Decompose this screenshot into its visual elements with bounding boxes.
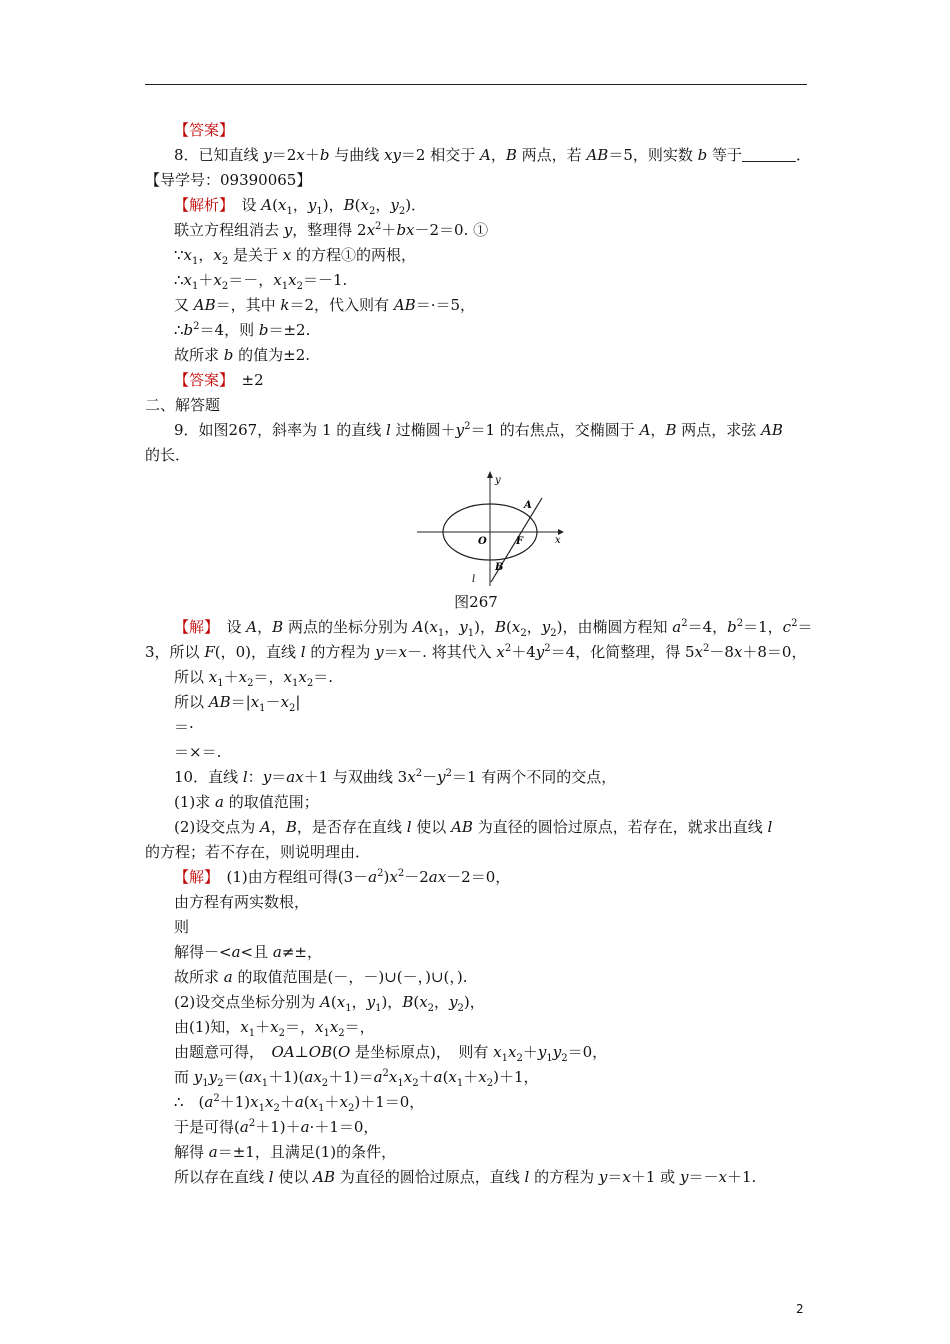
point-b-label: B	[495, 562, 504, 573]
solution-9-line-4: 所以 $AB=|x_1-x_2|$	[174, 693, 301, 714]
problem-9-line-2: 的长．	[145, 446, 191, 464]
origin-label: O	[478, 536, 487, 547]
analysis-line-5: 又 AB＝，其中 k＝2，代入则有 AB＝·＝5，	[174, 296, 475, 314]
solution-10-line-5: 故所求 a 的取值范围是(－，－)∪(－，)∪(，).	[174, 968, 468, 986]
figure-267	[145, 468, 807, 588]
line-l-label: l	[472, 574, 476, 585]
figure-caption: 图267	[454, 593, 498, 611]
point-a-label: A	[524, 500, 532, 511]
problem-8: 8．已知直线 y＝2x＋b 与曲线 xy＝2 相交于 A，B 两点，若 AB＝5，则实数 b 等于 ．	[174, 146, 812, 164]
page-body	[145, 118, 813, 1190]
solution-10-line-11: 于是可得$(a^2+1)+a\cdot+1=0$，	[174, 1118, 379, 1136]
solution-10-line-4: 解得－<a<且 a≠±，	[174, 943, 322, 961]
solution-label-9: 【解】	[174, 618, 212, 636]
page-number: 2	[796, 1302, 804, 1316]
solution-10-line-12: 解得 a＝±1，且满足(1)的条件，	[174, 1143, 397, 1161]
solution-10-line-6: (2)设交点坐标分别为 $A(x_1$，$y_1$)，$B(x_2$，$y_2$)，	[174, 993, 485, 1014]
x-axis-label: x	[555, 535, 561, 546]
analysis-line-1: 【解析】 设 $A(x_1$，$y_1$)，$B(x_2$，$y_2$)．	[174, 196, 427, 217]
problem-10-line-1: 10．直线 l：y＝ax＋1 与双曲线 $3x^2-y^2=1$ 有两个不同的交点，	[174, 768, 617, 786]
analysis-line-3: $\because x_1$，$x_2$ 是关于 x 的方程①的两根，	[174, 246, 417, 267]
problem-9-line-1: 9．如图267，斜率为 1 的直线 l 过椭圆$+y^2=1$ 的右焦点，交椭圆于 A，B 两点，求弦 AB	[174, 421, 783, 439]
guide-number: 【导学号：09390065】	[145, 171, 312, 189]
solution-10-line-9: 而 $y_1y_2=(ax_1+1)(ax_2+1)=a^2x_1x_2+a(x_1+x_2)+1$，	[174, 1068, 539, 1089]
solution-10-line-2: 由方程有两实数根，	[174, 893, 310, 911]
problem-10-line-2: (1)求 a 的取值范围；	[174, 793, 319, 811]
solution-9-line-3: 所以 $x_1+x_2=$，$x_1x_2=$.	[174, 668, 333, 689]
answer-8	[145, 368, 807, 393]
solution-10-line-7: 由(1)知，$x_1+x_2=$，$x_1x_2=$，	[174, 1018, 375, 1039]
answer-label-8: 【答案】	[174, 371, 227, 389]
analysis-line-4: $\therefore x_1+x_2=-$，$x_1x_2=-1$.	[174, 271, 348, 292]
solution-label-10: 【解】	[174, 868, 212, 886]
solution-10-line-13: 所以存在直线 l 使以 AB 为直径的圆恰过原点，直线 l 的方程为 y＝x＋1 或 y＝－x＋1.	[174, 1168, 757, 1186]
solution-9-line-5: ＝·	[174, 718, 194, 736]
y-axis-label: y	[495, 475, 501, 486]
answer-label-7: 【答案】	[174, 121, 235, 139]
analysis-line-6: $\therefore b^2=4$，则 b＝±2.	[174, 321, 311, 339]
problem-10-line-3: (2)设交点为 A，B，是否存在直线 l 使以 AB 为直径的圆恰过原点，若存在，就求出直线 l	[174, 818, 773, 836]
focus-label: F	[516, 536, 524, 547]
problem-10-line-4: 的方程；若不存在，则说明理由．	[145, 843, 371, 861]
solution-9-line-1: 【解】 设 A，B 两点的坐标分别为 $A(x_1$，$y_1$)，$B(x_2$，$y_2$)，由椭圆方程知 $a^2=4$，$b^2=1$，$c^2=$	[174, 618, 813, 639]
solution-9-line-6: ＝×＝.	[174, 743, 222, 761]
solution-9-line-2: 3，所以 F(，0)，直线 l 的方程为 y＝x－. 将其代入 $x^2+4y^2=4$，化简整理，得 $5x^2-8x+8=0$，	[145, 643, 807, 661]
analysis-label: 【解析】	[174, 196, 227, 214]
analysis-line-7: 故所求 b 的值为±2.	[174, 346, 311, 364]
analysis-line-2: 联立方程组消去 y，整理得 $2x^2+bx-2=0$. ①	[174, 221, 489, 239]
section-title: 二、解答题	[145, 396, 221, 414]
header-rule	[145, 84, 807, 85]
solution-10-line-3: 则	[174, 918, 190, 936]
solution-10-line-8: 由题意可得， OA⊥OB(O 是坐标原点)， 则有 $x_1x_2+y_1y_2=0$，	[174, 1043, 608, 1064]
answer-8-value: ±2	[241, 371, 264, 389]
solution-10-line-10: ∴ $(a^2+1)x_1x_2+a(x_1+x_2)+1=0$，	[174, 1093, 425, 1114]
ellipse-diagram	[415, 470, 565, 588]
solution-10-line-1: 【解】 (1)由方程组可得$(3-a^2)x^2-2ax-2=0$，	[174, 868, 511, 886]
